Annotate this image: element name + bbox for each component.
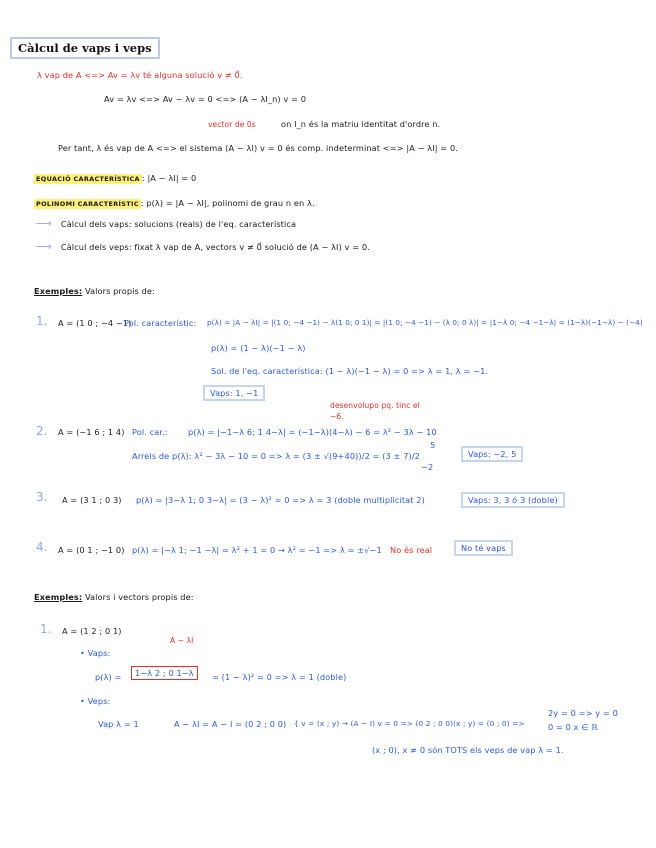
vap-line: Vap λ = 1 bbox=[98, 719, 139, 729]
page-title: Càlcul de vaps i veps bbox=[10, 37, 160, 59]
definition-line-2: Av = λv <=> Av − λv = 0 <=> (A − λI_n) v = 0 bbox=[104, 94, 307, 104]
example-matrix: A = (1 2 ; 0 1) bbox=[62, 626, 122, 636]
veps-label: • Veps: bbox=[80, 696, 111, 706]
example-expression: p(λ) = |−λ 1; −1 −λ| = λ² + 1 = 0 → λ² = −1 => λ = ±√−1 bbox=[132, 545, 382, 555]
example-matrix: A = (0 1 ; −1 0) bbox=[58, 545, 125, 555]
final-statement: (x ; 0), x ≠ 0 són TOTS els veps de vap λ = 1. bbox=[372, 745, 564, 755]
examples-label: Exemples: bbox=[34, 592, 83, 602]
examples-heading-rest: Valors propis de: bbox=[84, 286, 155, 296]
examples-heading-2 bbox=[34, 592, 194, 602]
definition-line-3: Per tant, λ és vap de A <=> el sistema (A − λI) v = 0 és comp. indeterminat <=> |A − λI| = 0. bbox=[58, 143, 458, 153]
characteristic-polynomial-label: POLINOMI CARACTERÍSTIC bbox=[36, 200, 139, 208]
calc-vaps-row bbox=[36, 212, 296, 231]
characteristic-equation-label: EQUACIÓ CARACTERÍSTICA bbox=[36, 175, 140, 183]
example-number: 1. bbox=[40, 622, 52, 636]
result-badge: Vaps: 1, −1 bbox=[203, 385, 265, 401]
example-step-2: Arrels de p(λ): λ² − 3λ − 10 = 0 => λ = (3 ± √(9+40))/2 = (3 ± 7)/2 bbox=[132, 451, 420, 461]
result-badge: No té vaps bbox=[454, 540, 513, 556]
not-real-note: No és real bbox=[390, 545, 433, 555]
example-number: 4. bbox=[36, 540, 48, 554]
root-bottom: −2 bbox=[421, 462, 434, 472]
example-step-2: p(λ) = (1 − λ)(−1 − λ) bbox=[211, 343, 306, 353]
example-expression: p(λ) = |A − λI| = |(1 0; −4 −1) − λ(1 0; 0 1)| = |(1 0; −4 −1) − (λ 0; 0 λ)| = |1−λ 0; −4 −1−λ| = (1−λ)(−1−λ) − (−4) bbox=[207, 318, 643, 327]
example-step-3: Sol. de l'eq. característica: (1 − λ)(−1 − λ) = 0 => λ = 1, λ = −1. bbox=[211, 366, 489, 376]
identity-note: on I_n és la matriu identitat d'ordre n. bbox=[281, 119, 441, 129]
example-matrix: A = (3 1 ; 0 3) bbox=[62, 495, 122, 505]
calc-vaps-text: Càlcul dels vaps: solucions (reals) de l'eq. característica bbox=[60, 219, 297, 229]
polynomial-result: = (1 − λ)² = 0 => λ = 1 (doble) bbox=[212, 672, 347, 682]
characteristic-polynomial-value: : p(λ) = |A − λI|, polinomi de grau n en λ. bbox=[140, 198, 315, 208]
a-minus-i: A − λI = A − I = (0 2 ; 0 0) bbox=[174, 719, 287, 729]
example-number: 3. bbox=[36, 490, 48, 504]
example-expression: p(λ) = |−1−λ 6; 1 4−λ| = (−1−λ)(4−λ) − 6 = λ² − 3λ − 10 bbox=[188, 427, 437, 437]
polynomial-label: p(λ) = bbox=[95, 672, 122, 682]
example-matrix: A = (1 0 ; −4 −1) bbox=[58, 318, 132, 328]
root-top: 5 bbox=[430, 440, 436, 450]
definition-line-1: λ vap de A <=> Av = λv té alguna solució v ≠ 0⃗. bbox=[37, 70, 243, 80]
examples-heading-rest: Valors i vectors propis de: bbox=[84, 592, 194, 602]
calc-veps-row bbox=[36, 235, 370, 254]
result-badge: Vaps: −2, 5 bbox=[461, 446, 523, 462]
examples-heading-1 bbox=[34, 286, 155, 296]
arrow-right-icon: ⟶ bbox=[36, 217, 52, 230]
a-minus-lambda-note: A − λI bbox=[170, 636, 194, 645]
characteristic-polynomial bbox=[34, 191, 315, 210]
characteristic-equation bbox=[34, 166, 196, 185]
example-label: Pol. característic: bbox=[124, 318, 197, 328]
examples-label: Exemples: bbox=[34, 286, 83, 296]
example-number: 1. bbox=[36, 314, 48, 328]
vector-zero-note: vector de 0s bbox=[208, 120, 256, 129]
example-note: desenvolupo pq. tinc el −6. bbox=[330, 401, 420, 421]
system-equation: { v = (x ; y) → (A − I) v = 0 => (0 2 ; 0 0)(x ; y) = (0 ; 0) => bbox=[294, 719, 525, 728]
arrow-right-icon: ⟶ bbox=[36, 240, 52, 253]
example-expression: p(λ) = |3−λ 1; 0 3−λ| = (3 − λ)² = 0 => λ = 3 (doble multiplicitat 2) bbox=[136, 495, 425, 505]
vaps-label: • Vaps: bbox=[80, 648, 111, 658]
example-label: Pol. car.: bbox=[132, 427, 168, 437]
result-badge: Vaps: 3, 3 ó 3 (doble) bbox=[461, 492, 565, 508]
system-row-2: 0 = 0 x ∈ ℝ bbox=[548, 722, 598, 732]
example-matrix: A = (−1 6 ; 1 4) bbox=[58, 427, 125, 437]
system-row-1: 2y = 0 => y = 0 bbox=[548, 708, 618, 718]
example-number: 2. bbox=[36, 424, 48, 438]
determinant-box: 1−λ 2 ; 0 1−λ bbox=[131, 666, 198, 680]
calc-veps-text: Càlcul dels veps: fixat λ vap de A, vectors v ≠ 0⃗ solució de (A − λI) v = 0. bbox=[60, 242, 370, 252]
characteristic-equation-value: : |A − λI| = 0 bbox=[141, 173, 197, 183]
